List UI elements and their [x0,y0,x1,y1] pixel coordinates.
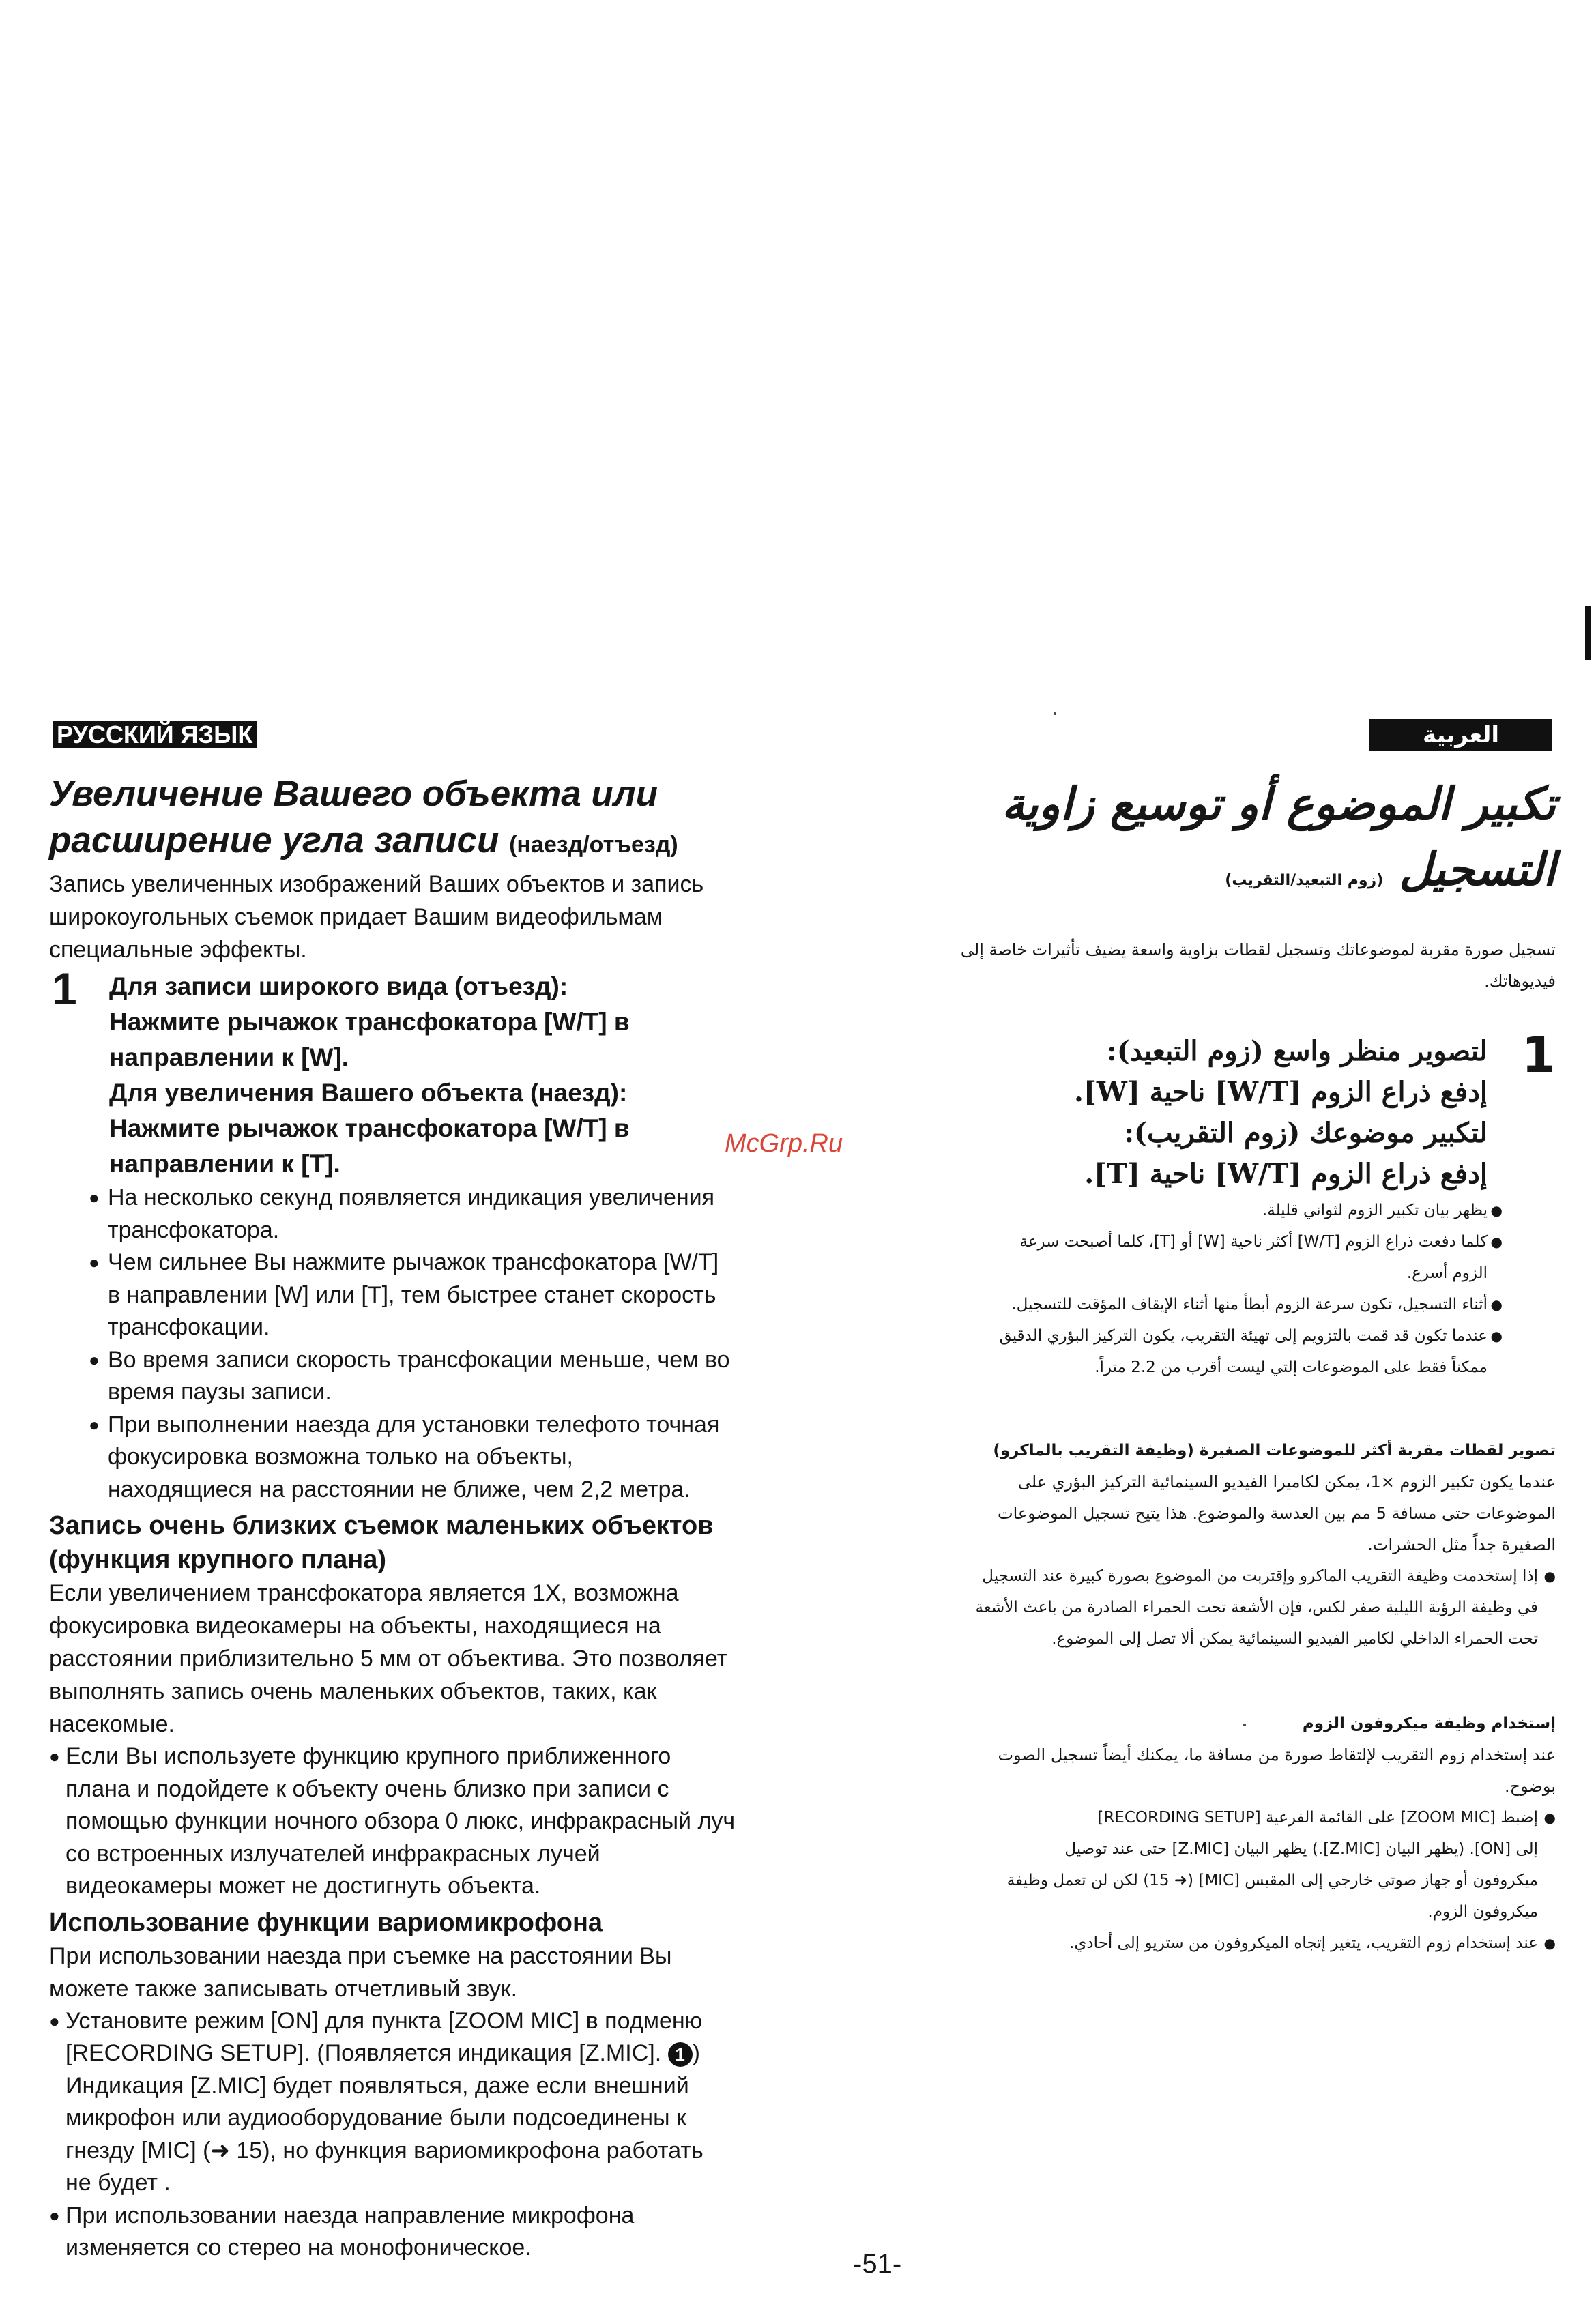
ar-macro-heading: تصوير لقطات مقربة أكثر للموضوعات الصغيرة (وظيفة التقريب بالماكرو) [993,1442,1556,1459]
ru-step-line: Для записи широкого вида (отъезд): [109,972,568,1000]
ru-bullet-list [49,1182,854,1506]
ru-bullet: ● Чем сильнее Вы нажмите рычажок трансфокатора [W/T] [49,1247,854,1279]
ru-macro-text: выполнять запись очень маленьких объектов, таких, как [49,1678,657,1704]
ru-step-number: 1 [52,963,77,1014]
bullet-icon: ● [49,1746,60,1766]
ru-title-line2 [49,817,854,868]
bullet-icon: ● [89,1252,100,1272]
ar-bullet: ● يظهر بيان تكبير الزوم لثواني قليلة. [887,1195,1556,1226]
ar-mic-bullet: ● إضبط [ZOOM MIC] على القائمة الفرعية [RECORDING SETUP] [887,1802,1556,1833]
ru-bullet: ● При выполнении наезда для установки телефото точная [49,1409,854,1442]
ru-step-line: направлении к [T]. [109,1150,340,1178]
ar-mic-bullet-cont: إلى [ON]. (يظهر البيان [Z.MIC].) يظهر البيان [Z.MIC] حتى عند توصيل [1064,1840,1538,1858]
ru-bullet-cont: в направлении [W] или [T], тем быстрее станет скорость [108,1281,716,1308]
ar-step-line: لتكبير موضوعك (زوم التقريب): [1124,1117,1488,1149]
ru-intro: специальные эффекты. [49,937,307,963]
ar-step-1 [887,1026,1556,1195]
ar-mic-bullet-cont: ميكروفون الزوم. [1427,1903,1538,1921]
ru-macro-text: фокусировка видеокамеры на объекты, находящиеся на [49,1613,661,1639]
bullet-icon: ● [1543,1568,1556,1584]
ru-macro-bullet-cont: помощью функции ночного обзора 0 люкс, инфракрасный луч [66,1808,736,1834]
bullet-icon: ● [1490,1202,1503,1219]
ru-macro-bullet-cont: плана и подойдете к объекту очень близко при записи с [66,1775,669,1802]
ru-bullet-cont: время паузы записи. [108,1379,332,1405]
ar-title-main: التسجيل [1399,843,1556,896]
ru-mic-bullet-cont: не будет . [66,2170,171,2196]
ar-intro: فيديوهاتك. [1484,972,1556,991]
ar-step-line: لتصوير منظر واسع (زوم التبعيد): [1107,1035,1488,1067]
ru-macro-bullet: ● Если Вы используете функцию крупного приближенного [49,1741,854,1773]
ar-mic-bullet-cont: ميكروفون أو جهاز صوتي خارجي إلى المقبس [MIC] (➜ 15) لكن لن تعمل وظيفة [1006,1872,1538,1889]
ar-bullet: ● أثناء التسجيل، تكون سرعة الزوم أبطأ منها أثناء الإيقاف المؤقت للتسجيل. [887,1289,1556,1320]
ru-title-sub: (наезд/отъезд) [509,832,678,858]
ru-bullet-cont: трансфокации. [108,1314,270,1340]
ar-bullet: ● عندما تكون قد قمت بالتزويم إلى تهيئة التقريب، يكون التركيز البؤري الدقيق [887,1320,1556,1352]
bullet-icon: ● [89,1349,100,1370]
ru-bullet: ● На несколько секунд появляется индикация увеличения [49,1182,854,1215]
bullet-icon: ● [1490,1234,1503,1250]
ar-title-line2 [887,837,1556,914]
ar-intro: تسجيل صورة مقربة لموضوعاتك وتسجيل لقطات بزاوية واسعة يضيف تأثيرات خاصة إلى [960,940,1556,959]
bullet-icon: ● [1490,1296,1503,1313]
ru-step-line: направлении к [W]. [109,1043,349,1071]
edge-mark [1585,606,1591,660]
ru-bullet-cont: находящиеся на расстоянии не ближе, чем 2,2 метра. [108,1476,691,1502]
bullet-icon: ● [1543,1935,1556,1951]
ru-mic-bullet: ● При использовании наезда направление микрофона [49,2200,854,2232]
ru-mic-text: При использовании наезда при съемке на расстоянии Вы [49,1943,672,1969]
arabic-column [887,771,1556,1959]
ru-mic-bullet-cont: гнезду [MIC] (➜ 15), но функция вариомикрофона работать [66,2137,703,2164]
ar-macro-text: الصغيرة جداً مثل الحشرات. [1367,1535,1556,1554]
page-number: -51- [853,2249,902,2279]
scan-speck [1054,712,1056,715]
ru-mic-bullet-cont: микрофон или аудиооборудование были подсоединены к [66,2105,686,2131]
ar-mic-text: عند إستخدام زوم التقريب لإلتقاط صورة من مسافة ما، يمكنك أيضاً تسجيل الصوت [998,1745,1556,1764]
ru-macro-heading: Запись очень близких съемок маленьких объектов [49,1511,714,1540]
ar-macro-text: الموضوعات حتى مسافة 5 مم بين العدسة والموضوع. هذا يتيح تسجيل الموضوعات [997,1504,1556,1523]
ru-mic-bullet-cont: Индикация [Z.MIC] будет появляться, даже если внешний [66,2072,689,2099]
bullet-icon: ● [89,1187,100,1208]
ru-mic-bullet: ● Установите режим [ON] для пункта [ZOOM MIC] в подменю [49,2005,854,2038]
ar-mic-text: بوضوح. [1505,1777,1556,1796]
ar-bullet-cont: ممكناً فقط على الموضوعات إلتي ليست أقرب من 2.2 متراً. [1094,1358,1488,1376]
bullet-icon: ● [49,2205,60,2226]
ru-step-line: Для увеличения Вашего объекта (наезд): [109,1079,628,1107]
ar-mic-heading: إستخدام وظيفة ميكروفون الزوم [1302,1715,1556,1732]
ar-step-line: إدفع ذراع الزوم [W/T] ناحية [T]. [1084,1158,1488,1190]
ru-macro-bullet-cont: видеокамеры может не достигнуть объекта. [66,1873,541,1899]
ru-bullet-cont: фокусировка возможна только на объекты, [108,1444,573,1470]
bullet-icon: ● [1490,1328,1503,1344]
ru-title-main: расширение угла записи [49,820,499,860]
ar-title-line1: تكبير الموضوع أو توسيع زاوية [1001,777,1556,830]
ar-macro-text: عندما يكون تكبير الزوم ×1، يمكن لكاميرا الفيديو السينمائية التركيز البؤري على [1017,1472,1556,1492]
ru-mic-bullet-cont: изменяется со стерео на монофоническое. [66,2235,532,2260]
ru-macro-text: Если увеличением трансфокатора является 1X, возможна [49,1580,679,1606]
ar-step-number: 1 [1521,1026,1556,1083]
ru-bullet: ● Во время записи скорость трансфокации меньше, чем во [49,1344,854,1377]
ru-step-line: Нажмите рычажок трансфокатора [W/T] в [109,1008,630,1036]
language-tag-arabic: العربية [1369,719,1552,751]
ar-bullet: ● كلما دفعت ذراع الزوم [W/T] أكثر ناحية [W] أو [T]، كلما أصبحت سرعة [887,1226,1556,1257]
ru-title-line1: Увеличение Вашего объекта или [49,774,658,814]
ar-title-sub: (زوم التبعيد/التقريب) [1225,872,1384,889]
ar-step-line: إدفع ذراع الزوم [W/T] ناحية [W]. [1074,1076,1488,1108]
ar-macro-bullet: ● إذا إستخدمت وظيفة التقريب الماكرو وإقتربت من الموضوع بصورة كبيرة عند التسجيل [887,1560,1556,1592]
ru-bullet-cont: трансфокатора. [108,1217,280,1243]
watermark-text: McGrp.Ru [725,1129,843,1158]
language-tag-russian: РУССКИЙ ЯЗЫК [53,721,257,748]
bullet-icon: ● [1543,1809,1556,1826]
ar-mic-bullet: ● عند إستخدام زوم التقريب، يتغير إتجاه الميكروفون من ستريو إلى أحادي. [887,1928,1556,1959]
ar-macro-bullet-cont: تحت الحمراء الداخلي لكامير الفيديو السينمائية يمكن ألا تصل إلى الموضوع. [1051,1630,1538,1648]
russian-column [49,771,854,2265]
ar-macro-bullet-cont: في وظيفة الرؤية الليلية صفر لكس، فإن الأشعة تحت الحمراء الصادرة من باعث الأشعة [975,1599,1538,1616]
bullet-icon: ● [89,1414,100,1435]
ar-bullet-cont: الزوم أسرع. [1406,1264,1488,1282]
ru-macro-heading: (функция крупного плана) [49,1545,386,1574]
ru-macro-text: расстоянии приблизительно 5 мм от объектива. Это позволяет [49,1646,728,1672]
ar-bullet-list [887,1195,1556,1383]
callout-number-icon: 1 [668,2042,693,2067]
ru-intro: Запись увеличенных изображений Ваших объектов и запись [49,871,704,897]
ru-step-line: Нажмите рычажок трансфокатора [W/T] в [109,1114,630,1142]
bullet-icon: ● [49,2010,60,2031]
ru-intro: широкоугольных съемок придает Вашим видеофильмам [49,904,663,930]
ru-macro-text: насекомые. [49,1711,175,1737]
ru-mic-text: можете также записывать отчетливый звук. [49,1975,518,2002]
ru-mic-heading: Использование функции вариомикрофона [49,1908,603,1937]
ru-mic-bullet-cont: [RECORDING SETUP]. (Появляется индикация [Z.MIC]. 1 ) [66,2040,700,2066]
ru-macro-bullet-cont: со встроенных излучателей инфракрасных лучей [66,1840,600,1867]
